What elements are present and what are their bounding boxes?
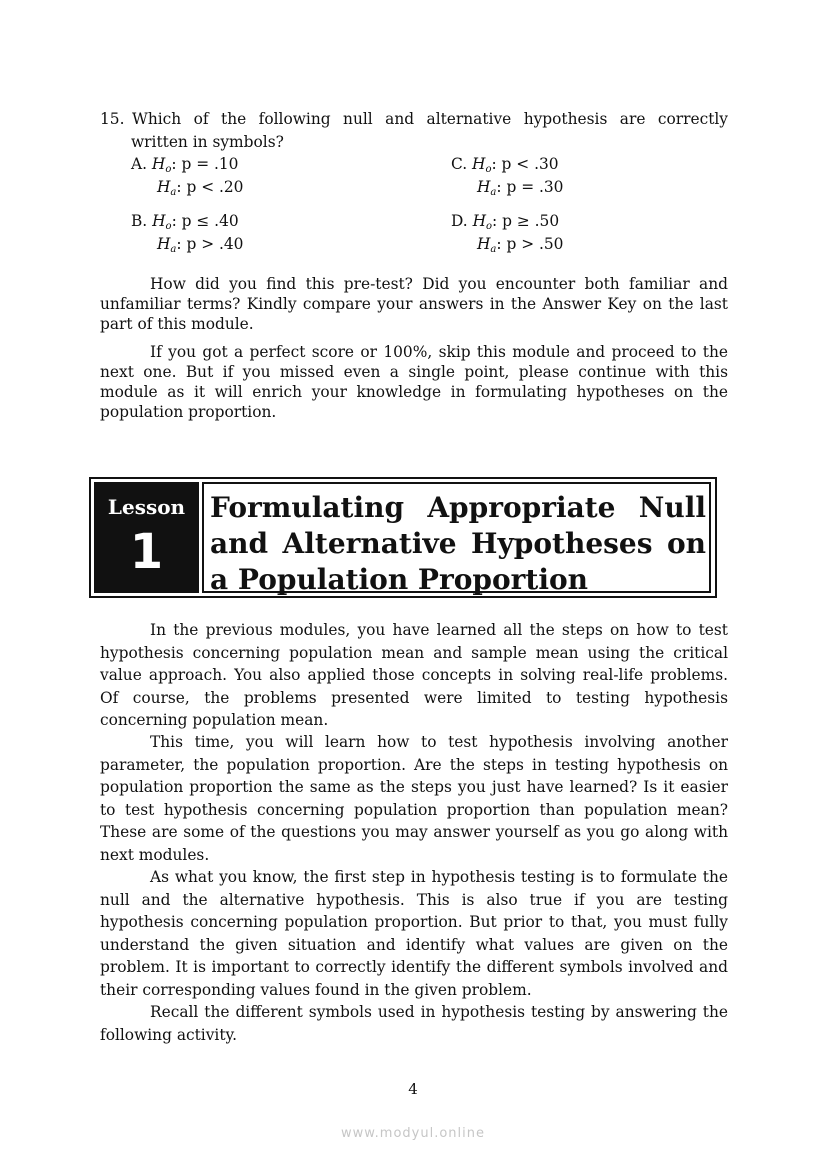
option-a-h0-value: : p = .10	[171, 155, 239, 173]
option-a-ha-value: : p < .20	[176, 178, 244, 196]
paragraph-perfect-score: If you got a perfect score or 100%, skip this module and proceed to the next one. But if you missed even a single point, please continue with this module as it will enrich your knowledge in formulating hypotheses on the population proportion.	[100, 343, 728, 421]
ha-symbol: H	[477, 235, 491, 253]
ha-subscript: a	[490, 187, 497, 198]
option-d-ha-value: : p > .50	[496, 235, 564, 253]
page-number: 4	[408, 1080, 418, 1098]
question-text-line-1: Which of the following null and alternative hypothesis are correctly	[132, 110, 728, 128]
lesson-tag	[94, 482, 199, 593]
paragraph-this-time: This time, you will learn how to test hypothesis involving another parameter, the population proportion. Are the steps in testing hypothesis on population proportion the same as the steps you just have learned? Is it easier to test hypothesis concerning population proportion than population mean? These are some of the questions you may answer yourself as you go along with next modules.	[100, 733, 728, 864]
h0-symbol: H	[472, 155, 486, 173]
option-c-letter: C.	[451, 155, 468, 173]
lesson-banner	[89, 477, 717, 598]
h0-subscript: o	[486, 221, 493, 232]
option-b-letter: B.	[131, 212, 148, 230]
option-d-letter: D.	[451, 212, 468, 230]
question-text-line-2: written in symbols?	[131, 132, 284, 151]
option-c-ha-value: : p = .30	[496, 178, 564, 196]
paragraph-previous-modules: In the previous modules, you have learned all the steps on how to test hypothesis concerning population mean and sample mean using the critical value approach. You also applied those concepts in solving real-life problems. Of course, the problems presented were limited to testing hypothesis concerning population mean.	[100, 621, 728, 729]
paragraph-first-step: As what you know, the first step in hypothesis testing is to formulate the null and the alternative hypothesis. This is also true if you are testing hypothesis concerning population proportion. But prior to that, you must fully understand the given situation and identify what values are given on the problem. It is important to correctly identify the different symbols involved and their corresponding values found in the given problem.	[100, 868, 728, 999]
h0-subscript: o	[165, 164, 172, 175]
paragraph-pretest-reflection: How did you find this pre-test? Did you encounter both familiar and unfamiliar terms? Kindly compare your answers in the Answer Key on the last part of this module.	[100, 275, 728, 333]
option-d-h0-value: : p ≥ .50	[492, 212, 560, 230]
ha-subscript: a	[170, 244, 177, 255]
ha-symbol: H	[157, 178, 171, 196]
ha-subscript: a	[490, 244, 497, 255]
h0-subscript: o	[165, 221, 172, 232]
option-a-letter: A.	[131, 155, 148, 173]
lesson-title-frame	[202, 482, 711, 596]
ha-symbol: H	[477, 178, 491, 196]
option-b-h0-value: : p ≤ .40	[171, 212, 239, 230]
h0-subscript: o	[485, 164, 492, 175]
question-line-1	[100, 108, 728, 131]
h0-symbol: H	[152, 212, 166, 230]
question-15	[100, 108, 728, 153]
lesson-number: 1	[129, 524, 164, 580]
option-c-h0-value: : p < .30	[491, 155, 559, 173]
h0-symbol: H	[151, 155, 166, 173]
question-number: 15.	[100, 110, 125, 128]
option-b-alt	[157, 233, 243, 262]
option-b-ha-value: : p > .40	[176, 235, 244, 253]
ha-subscript: a	[170, 187, 177, 198]
lesson-label: Lesson	[107, 495, 186, 519]
option-a-alt	[157, 176, 243, 205]
option-c-alt	[477, 176, 563, 205]
ha-symbol: H	[157, 235, 171, 253]
lesson-title: Formulating Appropriate Null and Alternative Hypotheses on a Population Proportion	[210, 491, 706, 596]
watermark: www.modyul.online	[340, 1126, 486, 1141]
option-d-alt	[477, 233, 563, 262]
h0-symbol: H	[472, 212, 487, 230]
paragraph-recall-symbols: Recall the different symbols used in hypothesis testing by answering the following activity.	[100, 1003, 728, 1044]
